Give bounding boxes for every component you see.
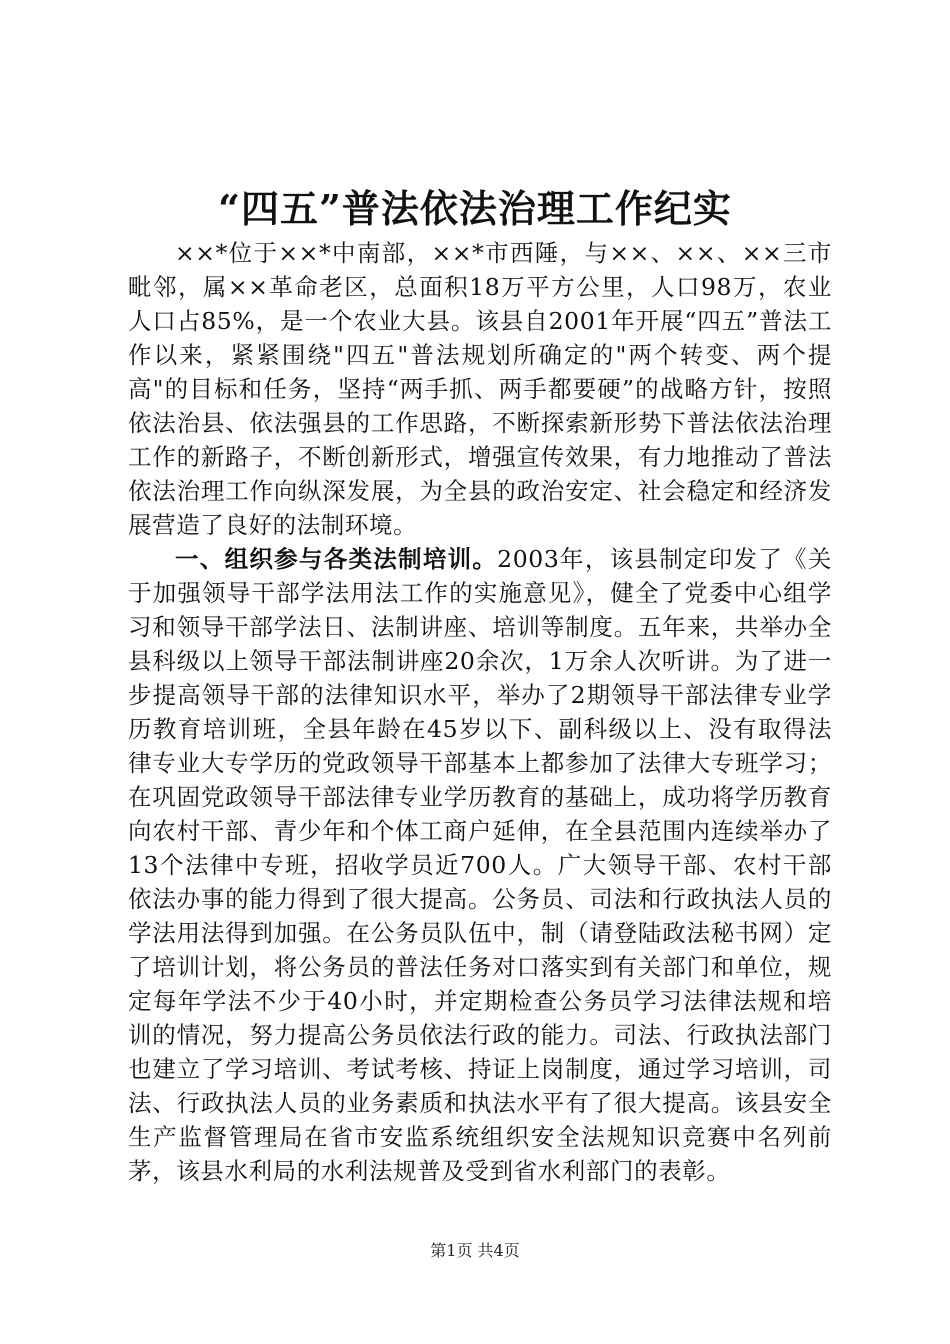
paragraph-text: 2003年，该县制定印发了《关于加强领导干部学法用法工作的实施意见》，健全了党委中心组学习和领导干部学法日、法制讲座、培训等制度。五年来，共举办全县科级以上领导干部法制讲座20余次，1万余人次听讲。为了进一步提高领导干部的法律知识水平，举办了2期领导干部法律专业学历教育培训班，全县年龄在45岁以下、副科级以上、没有取得法律专业大专学历的党政领导干部基本上都参加了法律大专班学习；在巩固党政领导干部法律专业学历教育的基础上，成功将学历教育向农村干部、青少年和个体工商户延伸，在全县范围内连续举办了13个法律中专班，招收学员近700人。广大领导干部、农村干部依法办事的能力得到了很大提高。公务员、司法和行政执法人员的学法用法得到加强。在公务员队伍中，制（请登陆政法秘书网）定了培训计划，将公务员的普法任务对口落实到有关部门和单位，规定每年学法不少于40小时，并定期检查公务员学习法律法规和培训的情况，努力提高公务员依法行政的能力。司法、行政执法部门也建立了学习培训、考试考核、持证上岗制度，通过学习培训，司法、行政执法人员的业务素质和执法水平有了很大提高。该县安全生产监督管理局在省市安监系统组织安全法规知识竞赛中名列前茅，该县水利局的水利法规普及受到省水利部门的表彰。	[128, 545, 832, 1185]
document-title: “四五”普法依法治理工作纪实	[218, 186, 732, 231]
document-body	[128, 236, 832, 1188]
paragraph-text: ××*位于××*中南部，××*市西陲，与××、××、××三市毗邻，属××革命老区，总面积18万平方公里，人口98万，农业人口占85%，是一个农业大县。该县自2001年开展“四五”普法工作以来，紧紧围绕"四五"普法规划所确定的"两个转变、两个提高"的目标和任务，坚持“两手抓、两手都要硬”的战略方针，按照依法治县、依法强县的工作思路，不断探索新形势下普法依法治理工作的新路子，不断创新形式，增强宣传效果，有力地推动了普法依法治理工作向纵深发展，为全县的政治安定、社会稳定和经济发展营造了良好的法制环境。	[128, 239, 832, 539]
paragraph-intro	[128, 236, 832, 542]
page-footer: 第1页 共4页	[430, 1241, 520, 1260]
section-heading: 一、组织参与各类法制培训。	[175, 545, 498, 573]
paragraph-section-one	[128, 542, 832, 1188]
